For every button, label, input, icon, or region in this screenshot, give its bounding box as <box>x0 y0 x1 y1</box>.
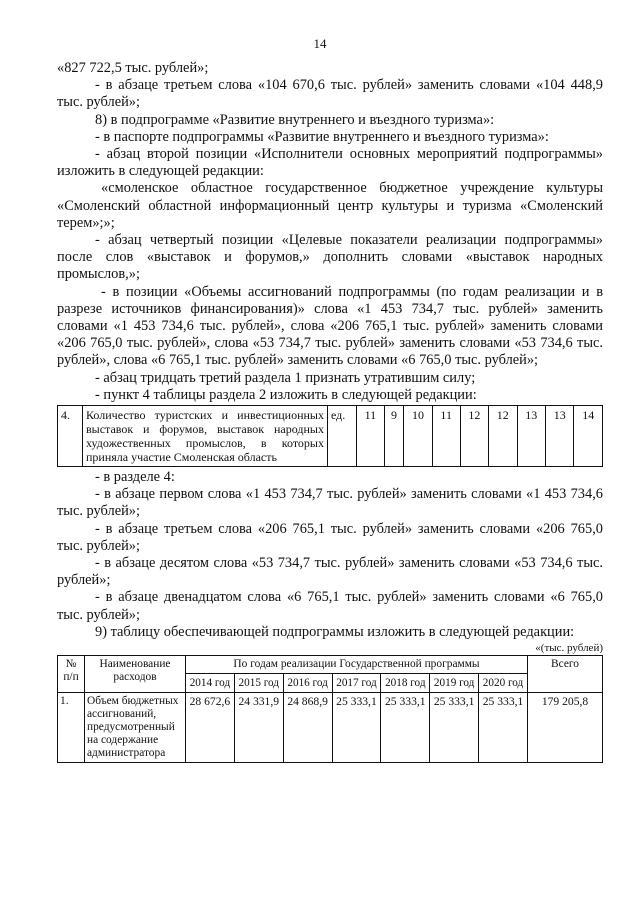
paragraph-line-9: - абзац тридцать третий раздела 1 признать утратившим силу; <box>95 369 476 386</box>
indicator-description: Количество туристских и инвестиционных выставок и форумов, выставок народных художественных промыслов, в которых приняла участие Смоленская область <box>83 406 328 467</box>
indicator-unit: ед. <box>328 406 357 467</box>
table-cell-value: 14 <box>574 406 603 467</box>
paragraph-line-4: - в паспорте подпрограммы «Развитие внутреннего и въездного туризма»: <box>95 128 549 145</box>
paragraph-after-5: - в абзаце двенадцатом слова «6 765,1 тыс. рублей» заменить словами «6 765,0 тыс. рублей»; <box>57 589 603 623</box>
table-cell-value: 25 333,1 <box>381 693 430 763</box>
header-year: 2020 год <box>479 674 528 693</box>
table-cell-value: 25 333,1 <box>430 693 479 763</box>
units-note: «(тыс. рублей) <box>535 642 603 655</box>
paragraph-after-3: - в абзаце третьем слова «206 765,1 тыс. рублей» заменить словами «206 765,0 тыс. рублей»; <box>57 520 603 554</box>
paragraph-line-7: - абзац четвертый позиции «Целевые показатели реализации подпрограммы» после слов «выставок и форумов,» дополнить словами «выставок народных промыслов,»; <box>57 232 603 283</box>
row-name: Объем бюджетных ассигнований, предусмотренный на содержание администратора <box>85 693 186 763</box>
row-number: 1. <box>58 693 85 763</box>
header-year: 2018 год <box>381 674 430 693</box>
budget-table <box>57 655 603 763</box>
table-cell-value: 9 <box>384 406 403 467</box>
table-row <box>58 693 603 763</box>
paragraph-line-6: «смоленское областное государственное бюджетное учреждение культуры «Смоленский областной информационный центр культуры и туризма «Смоленский терем»;»; <box>57 180 603 231</box>
table-cell-value: 24 868,9 <box>283 693 332 763</box>
table-cell-value: 10 <box>404 406 432 467</box>
header-year: 2014 год <box>186 674 235 693</box>
header-total: Всего <box>528 656 603 693</box>
table-row <box>58 406 603 467</box>
header-number: № п/п <box>58 656 85 693</box>
paragraph-after-1: - в разделе 4: <box>95 469 175 486</box>
header-year: 2017 год <box>332 674 381 693</box>
table-header-row <box>58 656 603 674</box>
table-cell-value: 13 <box>545 406 573 467</box>
table-cell-value: 25 333,1 <box>332 693 381 763</box>
table-cell-value: 11 <box>432 406 460 467</box>
indicator-table <box>57 405 603 467</box>
header-year: 2016 год <box>283 674 332 693</box>
table-cell-value: 24 331,9 <box>234 693 283 763</box>
table-cell-value: 25 333,1 <box>479 693 528 763</box>
paragraph-after-6: 9) таблицу обеспечивающей подпрограммы изложить в следующей редакции: <box>95 623 575 640</box>
table-cell-value: 12 <box>489 406 517 467</box>
paragraph-after-4: - в абзаце десятом слова «53 734,7 тыс. рублей» заменить словами «53 734,6 тыс. рублей»; <box>57 555 603 589</box>
paragraph-line-5: - абзац второй позиции «Исполнители основных мероприятий подпрограммы» изложить в следующей редакции: <box>57 146 603 180</box>
header-year: 2015 год <box>234 674 283 693</box>
paragraph-line-1: «827 722,5 тыс. рублей»; <box>57 60 209 76</box>
paragraph-line-3: 8) в подпрограмме «Развитие внутреннего и въездного туризма»: <box>95 111 495 128</box>
row-total: 179 205,8 <box>528 693 603 763</box>
header-years-group: По годам реализации Государственной программы <box>186 656 528 674</box>
table-cell-value: 12 <box>460 406 488 467</box>
paragraph-line-2: - в абзаце третьем слова «104 670,6 тыс. рублей» заменить словами «104 448,9 тыс. рублей»; <box>57 77 603 111</box>
page-number: 14 <box>313 36 327 51</box>
paragraph-line-8: - в позиции «Объемы ассигнований подпрограммы (по годам реализации и в разрезе источников финансирования)» слова «1 453 734,7 тыс. рублей» заменить словами «1 453 734,6 тыс. рублей», слова «206 765,1 тыс. рублей» заменить словами «206 765,0 тыс. рублей», слова «53 734,7 тыс. рублей» заменить словами «53 734,6 тыс. рублей», слова «6 765,1 тыс. рублей» заменить словами «6 765,0 тыс. рублей»; <box>57 283 603 369</box>
table-cell-value: 28 672,6 <box>186 693 235 763</box>
header-year: 2019 год <box>430 674 479 693</box>
paragraph-after-2: - в абзаце первом слова «1 453 734,7 тыс. рублей» заменить словами «1 453 734,6 тыс. рублей»; <box>57 486 603 520</box>
table-cell-value: 11 <box>357 406 385 467</box>
paragraph-line-10: - пункт 4 таблицы раздела 2 изложить в следующей редакции: <box>95 386 477 403</box>
header-name: Наименование расходов <box>85 656 186 693</box>
table-cell-value: 13 <box>517 406 545 467</box>
document-body <box>57 60 603 763</box>
row-number: 4. <box>58 406 83 467</box>
